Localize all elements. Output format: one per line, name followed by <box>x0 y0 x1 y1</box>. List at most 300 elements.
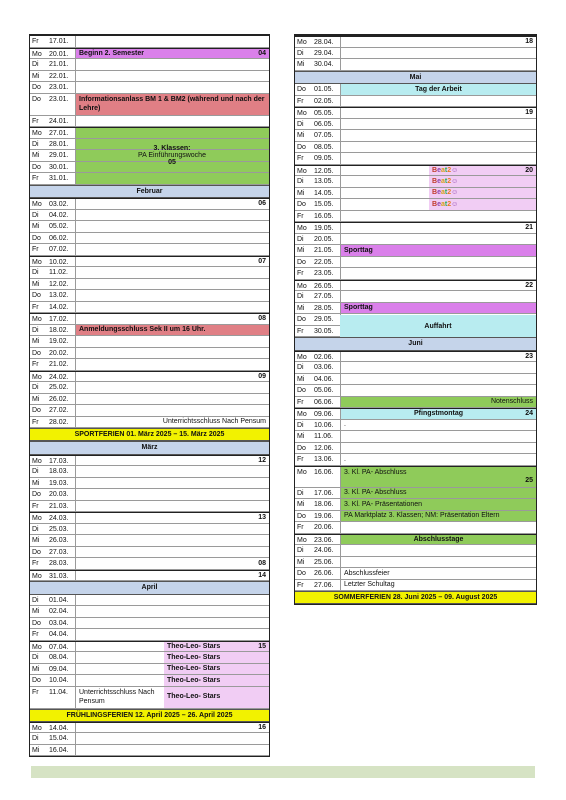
day-name: Di <box>32 525 39 533</box>
week-number: 24 <box>525 410 533 417</box>
event-cell <box>76 675 269 686</box>
week-12 <box>30 455 269 513</box>
table-row <box>30 210 269 222</box>
table-row <box>30 455 269 467</box>
day-name: Mo <box>297 110 307 117</box>
week-number: 05 <box>168 159 176 167</box>
event-cell <box>341 522 536 533</box>
table-row <box>295 443 536 455</box>
date: 03.06. <box>314 362 341 373</box>
table-row <box>30 82 269 94</box>
table-row <box>295 142 536 154</box>
event-cell <box>76 82 269 93</box>
table-row <box>30 290 269 302</box>
table-row <box>295 511 536 523</box>
event-label: 3. Kl. PA- Abschluss <box>344 468 407 476</box>
day-name: Di <box>297 293 304 300</box>
date: 16.06. <box>314 467 341 487</box>
event-label: . <box>344 455 346 463</box>
day-name: Di <box>297 364 304 371</box>
table-row <box>295 36 536 48</box>
date: 08.05. <box>314 142 341 153</box>
table-row <box>295 176 536 188</box>
holiday-banner-fruehlingsferien: FRÜHLINGSFERIEN 12. April 2025 – 26. April 2025 <box>30 709 269 722</box>
event-cell <box>76 372 269 382</box>
table-row <box>30 36 269 48</box>
week-number: 16 <box>258 723 266 731</box>
event-cell <box>341 431 536 442</box>
event-cell <box>341 234 536 245</box>
day-name: Mi <box>32 665 40 673</box>
table-row <box>295 84 536 96</box>
week-14 <box>30 570 269 582</box>
table-row <box>30 664 269 676</box>
date: 08.04. <box>49 652 76 663</box>
footer-bar <box>31 766 535 778</box>
calendar-table-jan-apr <box>29 34 270 757</box>
day-name: Do <box>32 677 41 684</box>
date: 28.05. <box>314 303 341 314</box>
day-name: Fr <box>32 117 39 125</box>
event-cell <box>76 394 269 405</box>
event-cell <box>341 568 536 579</box>
date: 27.03. <box>49 547 76 558</box>
event-cell <box>341 166 536 176</box>
event-cell <box>341 199 536 210</box>
table-row <box>30 336 269 348</box>
event-cell <box>76 71 269 82</box>
table-row <box>30 244 269 256</box>
event-label: Anmeldungsschluss Sek II um 16 Uhr. <box>79 326 206 333</box>
day-name: Mo <box>32 130 42 137</box>
week-number: 19 <box>525 109 533 116</box>
day-name: Fr <box>297 155 304 162</box>
event-cell <box>76 221 269 232</box>
week-19 <box>295 107 536 165</box>
day-name: Fr <box>297 270 304 277</box>
date: 30.04. <box>314 59 341 70</box>
table-row <box>30 371 269 383</box>
month-header-march: März <box>30 441 269 455</box>
event-cell <box>76 302 269 313</box>
event-cell <box>341 142 536 153</box>
day-name: Mi <box>32 280 40 288</box>
event-cell <box>341 108 536 118</box>
event-cell <box>76 36 269 47</box>
day-name: Mo <box>32 50 42 58</box>
table-row <box>30 59 269 71</box>
event-cell <box>76 267 269 278</box>
event-label: Theo-Leo- Stars <box>164 675 269 686</box>
event-cell <box>76 417 269 428</box>
event-cell <box>341 580 536 591</box>
week-number: 18 <box>525 38 533 45</box>
day-name: Fr <box>297 97 304 105</box>
table-row <box>30 535 269 547</box>
day-name: Fr <box>32 418 39 426</box>
day-name: Mo <box>297 167 307 175</box>
date: 15.04. <box>49 733 76 744</box>
date: 05.02. <box>49 221 76 232</box>
month-header-february: Februar <box>30 185 269 199</box>
event-cell <box>341 48 536 59</box>
event-label: Unterrichtsschluss Nach Pensum <box>162 418 266 425</box>
table-row <box>30 382 269 394</box>
day-name: Mo <box>32 373 42 381</box>
event-label: 3. Kl. PA- Präsentationen <box>344 500 423 508</box>
day-name: Mi <box>32 223 40 230</box>
date: 25.06. <box>314 557 341 568</box>
date: 10.02. <box>49 257 76 267</box>
holiday-banner-sportferien: SPORTFERIEN 01. März 2025 – 15. März 2025 <box>30 428 269 441</box>
day-name: Fr <box>32 688 39 696</box>
date: 03.04. <box>49 618 76 629</box>
event-cell <box>76 314 269 324</box>
event-label: Beginn 2. Semester <box>79 49 144 57</box>
event-cell <box>341 545 536 556</box>
event-label: Abschlusstage <box>413 535 464 543</box>
event-cell <box>76 524 269 535</box>
event-label: Sporttag <box>344 304 373 311</box>
date: 26.02. <box>49 394 76 405</box>
week-number: 12 <box>258 456 266 464</box>
day-name: Di <box>297 120 304 128</box>
week-23 <box>295 351 536 409</box>
date: 20.06. <box>314 522 341 533</box>
event-cell <box>76 359 269 370</box>
day-name: Di <box>297 49 304 57</box>
event-cell <box>76 618 269 629</box>
table-row <box>295 397 536 409</box>
event-label: Theo-Leo- Stars <box>164 687 269 708</box>
table-row <box>30 558 269 570</box>
event-cell <box>341 268 536 279</box>
table-row <box>30 313 269 325</box>
day-name: Mo <box>297 353 307 361</box>
date: 29.05. <box>314 314 341 325</box>
date: 05.05. <box>314 108 341 118</box>
event-cell <box>341 467 536 487</box>
day-name: Do <box>297 201 306 208</box>
week-number: 21 <box>525 224 533 231</box>
day-name: Fr <box>32 631 39 638</box>
date: 23.01. <box>49 82 76 93</box>
event-cell <box>76 257 269 267</box>
event-cell <box>76 116 269 127</box>
date: 21.01. <box>49 59 76 70</box>
date: 18.06. <box>314 499 341 510</box>
table-row <box>295 303 536 315</box>
date: 16.04. <box>49 745 76 756</box>
table-row <box>295 199 536 211</box>
date: 07.04. <box>49 642 76 652</box>
date: 22.05. <box>314 257 341 268</box>
table-row <box>295 211 536 223</box>
day-name: Di <box>32 140 39 148</box>
event-cell <box>76 606 269 617</box>
table-row <box>295 257 536 269</box>
table-row <box>295 454 536 466</box>
day-name: Fr <box>297 327 304 335</box>
table-row <box>295 522 536 534</box>
event-cell <box>341 223 536 233</box>
date: 12.02. <box>49 279 76 290</box>
event-cell <box>76 595 269 606</box>
day-name: Di <box>32 269 39 276</box>
day-name: Do <box>32 407 41 414</box>
event-cell <box>76 547 269 558</box>
event-cell <box>341 557 536 568</box>
pa-week-note <box>75 127 269 185</box>
day-name: Do <box>297 86 306 93</box>
table-row <box>295 385 536 397</box>
week-09 <box>30 371 269 429</box>
day-name: Di <box>297 489 304 497</box>
date: 22.01. <box>49 71 76 82</box>
week-22-block <box>295 280 536 338</box>
date: 26.06. <box>314 568 341 579</box>
event-cell <box>76 466 269 477</box>
week-number: 25 <box>525 476 533 484</box>
table-row <box>295 165 536 177</box>
table-row <box>30 116 269 128</box>
table-row <box>30 570 269 582</box>
event-cell <box>76 233 269 244</box>
event-label: 3. Kl. PA- Abschluss <box>344 489 407 496</box>
table-row <box>30 71 269 83</box>
event-cell <box>341 443 536 454</box>
week-number: 22 <box>525 281 533 289</box>
day-name: Di <box>32 468 39 475</box>
date: 23.01. <box>49 94 76 115</box>
day-name: Fr <box>32 175 39 182</box>
day-name: Fr <box>297 398 304 406</box>
day-name: Do <box>297 143 306 151</box>
table-row <box>30 524 269 536</box>
table-row <box>30 302 269 314</box>
table-row <box>30 198 269 210</box>
day-name: Mi <box>297 304 305 312</box>
day-name: Do <box>32 234 41 242</box>
event-cell <box>341 37 536 47</box>
date: 19.03. <box>49 478 76 489</box>
table-row <box>30 48 269 60</box>
day-name: Mi <box>32 338 40 345</box>
table-row <box>295 580 536 592</box>
event-cell <box>341 211 536 222</box>
date: 17.03. <box>49 456 76 466</box>
day-name: Do <box>297 512 306 520</box>
event-cell <box>76 571 269 581</box>
table-row <box>30 256 269 268</box>
day-name: Mo <box>297 282 307 290</box>
date: 25.03. <box>49 524 76 535</box>
table-row <box>295 268 536 280</box>
date: 13.05. <box>314 176 341 187</box>
day-name: Do <box>32 95 41 103</box>
day-name: Do <box>297 258 306 266</box>
event-cell <box>341 84 536 95</box>
day-name: Do <box>297 570 306 577</box>
event-cell <box>341 130 536 141</box>
event-cell <box>76 94 269 115</box>
week-25 <box>295 466 536 534</box>
date: 18.03. <box>49 466 76 477</box>
table-row <box>30 652 269 664</box>
day-name: Do <box>32 491 41 498</box>
table-row <box>30 325 269 337</box>
event-cell <box>341 257 536 268</box>
day-name: Do <box>32 163 41 171</box>
day-name: Mi <box>32 608 40 615</box>
day-name: Di <box>297 178 304 185</box>
week-number: 08 <box>258 559 266 567</box>
date: 24.01. <box>49 116 76 127</box>
event-label: Notenschluss <box>490 398 533 405</box>
date: 21.03. <box>49 501 76 512</box>
date: 23.05. <box>314 268 341 279</box>
table-row <box>295 96 536 108</box>
day-name: Mi <box>32 72 40 80</box>
day-name: Mo <box>297 468 307 476</box>
week-18-may <box>295 84 536 107</box>
week-15 <box>30 641 269 687</box>
day-name: Mi <box>32 537 40 544</box>
date: 27.05. <box>314 291 341 302</box>
table-row <box>295 420 536 432</box>
date: 25.02. <box>49 382 76 393</box>
date: 09.05. <box>314 153 341 164</box>
date: 26.03. <box>49 535 76 546</box>
table-row <box>30 512 269 524</box>
day-name: Di <box>32 596 39 604</box>
date: 31.03. <box>49 571 76 581</box>
week-number: 15 <box>258 642 266 650</box>
table-row <box>30 722 269 734</box>
event-label: Letzter Schultag <box>344 581 395 588</box>
day-name: Mi <box>297 61 305 68</box>
date: 06.05. <box>314 119 341 130</box>
week-16 <box>30 722 269 757</box>
event-label: B e a t 2 ☺ <box>429 199 536 210</box>
table-row <box>30 595 269 607</box>
week-number: 14 <box>258 571 266 579</box>
event-cell <box>341 374 536 385</box>
week-number: 23 <box>525 352 533 360</box>
day-name: Mi <box>297 375 305 383</box>
table-row <box>30 641 269 653</box>
date: 20.02. <box>49 348 76 359</box>
event-cell <box>76 501 269 512</box>
event-cell <box>76 49 269 59</box>
week-18 <box>295 36 536 71</box>
table-row <box>30 279 269 291</box>
day-name: Mi <box>297 247 305 254</box>
week-05-block <box>30 127 269 185</box>
table-row <box>30 489 269 501</box>
table-row <box>30 478 269 490</box>
holiday-banner-sommerferien: SOMMERFERIEN 28. Juni 2025 – 09. August 2025 <box>295 591 536 604</box>
event-cell <box>76 745 269 756</box>
event-cell <box>341 409 536 419</box>
date: 28.04. <box>314 37 341 47</box>
month-header-june: Juni <box>295 337 536 351</box>
date: 14.02. <box>49 302 76 313</box>
event-label: Sporttag <box>344 246 373 254</box>
table-row <box>30 359 269 371</box>
table-row <box>30 267 269 279</box>
date: 12.05. <box>314 166 341 176</box>
event-cell <box>76 664 269 675</box>
event-cell <box>76 513 269 523</box>
event-cell <box>341 352 536 362</box>
day-name: Do <box>32 349 41 357</box>
event-cell <box>341 488 536 499</box>
table-row <box>30 348 269 360</box>
day-name: Mo <box>32 643 42 651</box>
day-name: Mo <box>32 258 42 266</box>
event-label: . <box>344 421 346 428</box>
event-cell <box>76 382 269 393</box>
event-cell <box>76 558 269 569</box>
table-row <box>295 351 536 363</box>
date: 13.02. <box>49 290 76 301</box>
date: 30.05. <box>314 326 341 337</box>
week-06 <box>30 198 269 256</box>
day-name: Do <box>297 444 306 452</box>
day-name: Di <box>32 211 39 219</box>
day-name: Mo <box>32 201 42 208</box>
week-24 <box>295 408 536 466</box>
day-name: Mi <box>32 746 40 754</box>
note-line: PA Einführungswoche <box>138 152 206 160</box>
day-name: Mi <box>32 479 40 487</box>
day-name: Fr <box>297 212 304 220</box>
day-name: Mo <box>297 39 307 46</box>
event-cell <box>76 652 269 663</box>
week-number: 08 <box>258 315 266 322</box>
auffahrt-block: Auffahrt <box>340 315 536 337</box>
date: 01.04. <box>49 595 76 606</box>
event-cell <box>76 687 269 708</box>
table-row <box>30 466 269 478</box>
day-name: Do <box>32 619 41 627</box>
table-row <box>30 94 269 116</box>
date: 28.03. <box>49 558 76 569</box>
event-cell <box>76 629 269 640</box>
event-cell <box>341 397 536 408</box>
event-cell <box>341 59 536 70</box>
event-cell <box>341 454 536 465</box>
event-cell <box>341 499 536 510</box>
table-row <box>30 618 269 630</box>
note-line: 3. Klassen: <box>153 145 191 153</box>
day-name: Fr <box>32 246 39 253</box>
week-number: 13 <box>258 514 266 521</box>
table-row <box>295 291 536 303</box>
event-cell <box>341 96 536 107</box>
day-name: Mi <box>297 189 305 197</box>
date: 20.01. <box>49 49 76 59</box>
table-row <box>295 48 536 60</box>
table-row <box>30 547 269 559</box>
table-row <box>295 534 536 546</box>
day-name: Fr <box>32 560 39 567</box>
day-name: Mo <box>297 411 307 418</box>
date: 20.05. <box>314 234 341 245</box>
day-name: Mo <box>32 572 42 580</box>
table-row <box>295 499 536 511</box>
